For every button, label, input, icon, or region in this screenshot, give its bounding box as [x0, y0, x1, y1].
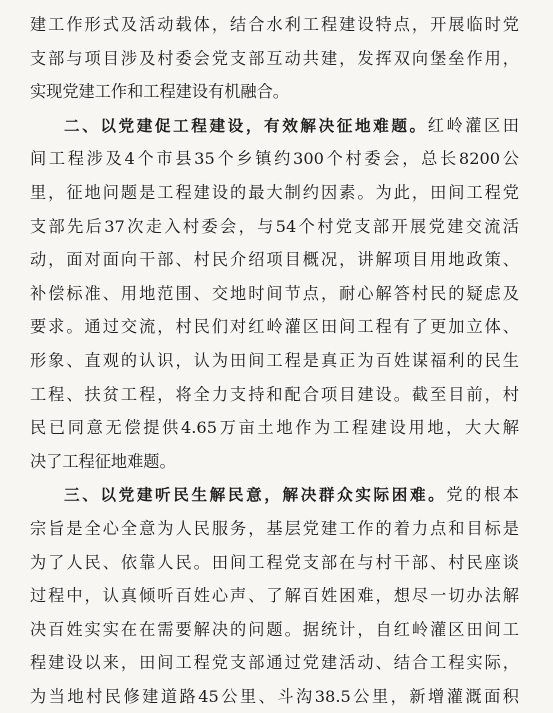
section-first-line — [30, 478, 519, 512]
paragraph-party-building-integration — [30, 8, 519, 109]
text-line: 建工作形式及活动载体，结合水利工程建设特点，开展临时党 — [30, 15, 519, 34]
text-line: 决百姓实实在在需要解决的问题。据统计，自红岭灌区田间工 — [30, 619, 519, 639]
text-line: 为了人民、依靠人民。田间工程党支部在与村干部、村民座谈 — [30, 552, 519, 572]
text-line: 支部与项目涉及村委会党支部互动共建，发挥双向堡垒作用， — [30, 48, 519, 68]
text-line: 动，面对面向干部、村民介绍项目概况，讲解项目用地政策、 — [30, 250, 519, 270]
text-line: 形象、直观的认识，认为田间工程是真正为百姓谋福利的民生 — [30, 350, 519, 370]
text-line: 补偿标准、用地范围、交地时间节点，耐心解答村民的疑虑及 — [30, 283, 519, 303]
text-line: 民已同意无偿提供4.65万亩土地作为工程建设用地，大大解 — [30, 418, 519, 438]
text-line: 宗旨是全心全意为人民服务，基层党建工作的着力点和目标是 — [30, 518, 519, 538]
section-heading: 二、以党建促工程建设，有效解决征地难题。 — [64, 116, 428, 135]
text-line: 决了工程征地难题。 — [30, 451, 176, 471]
text-fragment: 党的根本 — [446, 485, 519, 505]
section-land-acquisition — [30, 109, 519, 479]
text-line: 为当地村民修建道路45公里、斗沟38.5公里，新增灌溉面积 — [30, 686, 519, 706]
section-heading: 三、以党建听民生解民意，解决群众实际困难。 — [64, 486, 447, 505]
text-line: 过程中，认真倾听百姓心声、了解百姓困难，想尽一切办法解 — [30, 586, 519, 606]
text-line: 程建设以来，田间工程党支部通过党建活动、结合工程实际， — [30, 653, 519, 673]
text-fragment: 红岭灌区田 — [427, 115, 519, 135]
text-line: 工程、扶贫工程，将全力支持和配合项目建设。截至目前，村 — [30, 384, 519, 404]
text-line: 实现党建工作和工程建设有机融合。 — [30, 82, 289, 102]
text-line: 间工程涉及4个市县35个乡镇约300个村委会，总长8200公 — [30, 149, 519, 169]
section-first-line — [30, 109, 519, 143]
text-line: 支部先后37次走入村委会，与54个村党支部开展党建交流活 — [30, 216, 519, 236]
text-line: 要求。通过交流，村民们对红岭灌区田间工程有了更加立体、 — [30, 317, 519, 337]
text-line: 里，征地问题是工程建设的最大制约因素。为此，田间工程党 — [30, 182, 519, 202]
